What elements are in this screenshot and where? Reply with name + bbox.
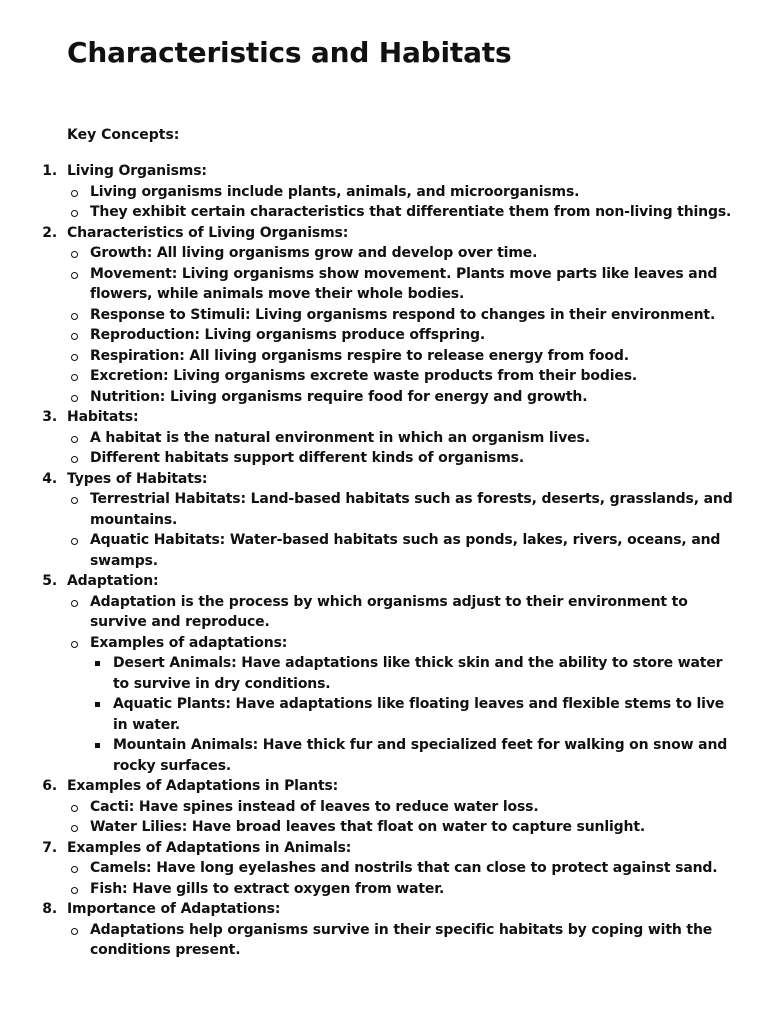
bullet-text: Examples of adaptations: — [90, 634, 288, 651]
bullet-item — [67, 592, 735, 633]
bullet-text: Respiration: All living organisms respire to release energy from food. — [90, 347, 629, 364]
bullet-list — [67, 182, 735, 223]
sub-bullet-list — [90, 653, 735, 776]
section-heading: Living Organisms: — [67, 163, 207, 179]
bullet-text: Cacti: Have spines instead of leaves to reduce water loss. — [90, 798, 539, 815]
bullet-item — [67, 346, 735, 367]
bullet-item — [67, 202, 735, 223]
bullet-item — [67, 305, 735, 326]
section-item — [0, 223, 735, 408]
section-number: 7. — [42, 839, 57, 856]
section-item — [0, 161, 735, 223]
section-number: 3. — [42, 409, 57, 425]
bullet-item — [67, 489, 735, 530]
bullet-list — [67, 858, 735, 899]
section-heading: Types of Habitats: — [67, 470, 208, 487]
content-body — [0, 161, 735, 961]
section-item — [0, 571, 735, 776]
section-item — [0, 838, 735, 900]
section-number: 8. — [42, 901, 57, 917]
bullet-list — [67, 243, 735, 407]
section-heading: Adaptation: — [67, 573, 159, 589]
bullet-text: Growth: All living organisms grow and develop over time. — [90, 245, 538, 261]
bullet-text: Fish: Have gills to extract oxygen from water. — [90, 880, 445, 897]
bullet-item — [67, 387, 735, 408]
bullet-item — [67, 366, 735, 387]
bullet-text: Water Lilies: Have broad leaves that float on water to capture sunlight. — [90, 819, 646, 835]
sub-bullet-item: Desert Animals: Have adaptations like thick skin and the ability to store water to survive in dry conditions. — [90, 653, 735, 694]
bullet-item — [67, 448, 735, 469]
section-heading: Habitats: — [67, 409, 139, 425]
bullet-text: Reproduction: Living organisms produce offspring. — [90, 327, 486, 343]
bullet-text: Response to Stimuli: Living organisms respond to changes in their environment. — [90, 306, 716, 323]
bullet-item — [67, 325, 735, 346]
bullet-item — [67, 879, 735, 900]
bullet-text: Nutrition: Living organisms require food for energy and growth. — [90, 388, 588, 405]
bullet-list — [67, 489, 735, 571]
bullet-text: Different habitats support different kinds of organisms. — [90, 450, 524, 466]
section-heading: Examples of Adaptations in Animals: — [67, 839, 352, 856]
section-number: 1. — [42, 163, 57, 179]
section-item — [0, 407, 735, 469]
bullet-list — [67, 920, 735, 961]
bullet-item — [67, 920, 735, 961]
section-heading: Characteristics of Living Organisms: — [67, 224, 349, 241]
bullet-item — [67, 428, 735, 449]
bullet-item — [67, 182, 735, 203]
bullet-item — [67, 797, 735, 818]
bullet-list — [67, 592, 735, 777]
bullet-text: Adaptations help organisms survive in their specific habitats by coping with the conditions present. — [90, 921, 713, 958]
bullet-text: Movement: Living organisms show movement. Plants move parts like leaves and flowers, while animals move their whole bodies. — [90, 265, 718, 302]
bullet-text: Living organisms include plants, animals, and microorganisms. — [90, 183, 580, 200]
key-concepts-label: Key Concepts: — [67, 127, 180, 143]
bullet-item — [67, 264, 735, 305]
section-number: 2. — [42, 224, 57, 241]
section-number: 6. — [42, 778, 57, 794]
section-item — [0, 776, 735, 838]
sub-bullet-item: Mountain Animals: Have thick fur and specialized feet for walking on snow and rocky surfaces. — [90, 735, 735, 776]
page-title: Characteristics and Habitats — [67, 36, 512, 69]
section-heading: Importance of Adaptations: — [67, 901, 281, 917]
bullet-list — [67, 797, 735, 838]
bullet-item — [67, 817, 735, 838]
bullet-text: Aquatic Habitats: Water-based habitats such as ponds, lakes, rivers, oceans, and swamps. — [90, 532, 721, 569]
sub-bullet-item: Aquatic Plants: Have adaptations like floating leaves and flexible stems to live in water. — [90, 694, 735, 735]
bullet-item — [67, 858, 735, 879]
bullet-text: They exhibit certain characteristics that differentiate them from non-living things. — [90, 204, 732, 220]
section-number: 5. — [42, 573, 57, 589]
bullet-text: Terrestrial Habitats: Land-based habitats such as forests, deserts, grasslands, and mountains. — [90, 491, 733, 528]
bullet-text: Camels: Have long eyelashes and nostrils that can close to protect against sand. — [90, 860, 718, 876]
bullet-item — [67, 530, 735, 571]
bullet-list — [67, 428, 735, 469]
section-item — [0, 899, 735, 961]
bullet-item — [67, 633, 735, 777]
bullet-text: Excretion: Living organisms excrete waste products from their bodies. — [90, 368, 638, 384]
section-item — [0, 469, 735, 572]
bullet-text: Adaptation is the process by which organisms adjust to their environment to survive and reproduce. — [90, 593, 688, 630]
section-number: 4. — [42, 470, 57, 487]
bullet-text: A habitat is the natural environment in which an organism lives. — [90, 429, 590, 446]
main-list — [0, 161, 735, 961]
bullet-item — [67, 243, 735, 264]
section-heading: Examples of Adaptations in Plants: — [67, 778, 339, 794]
